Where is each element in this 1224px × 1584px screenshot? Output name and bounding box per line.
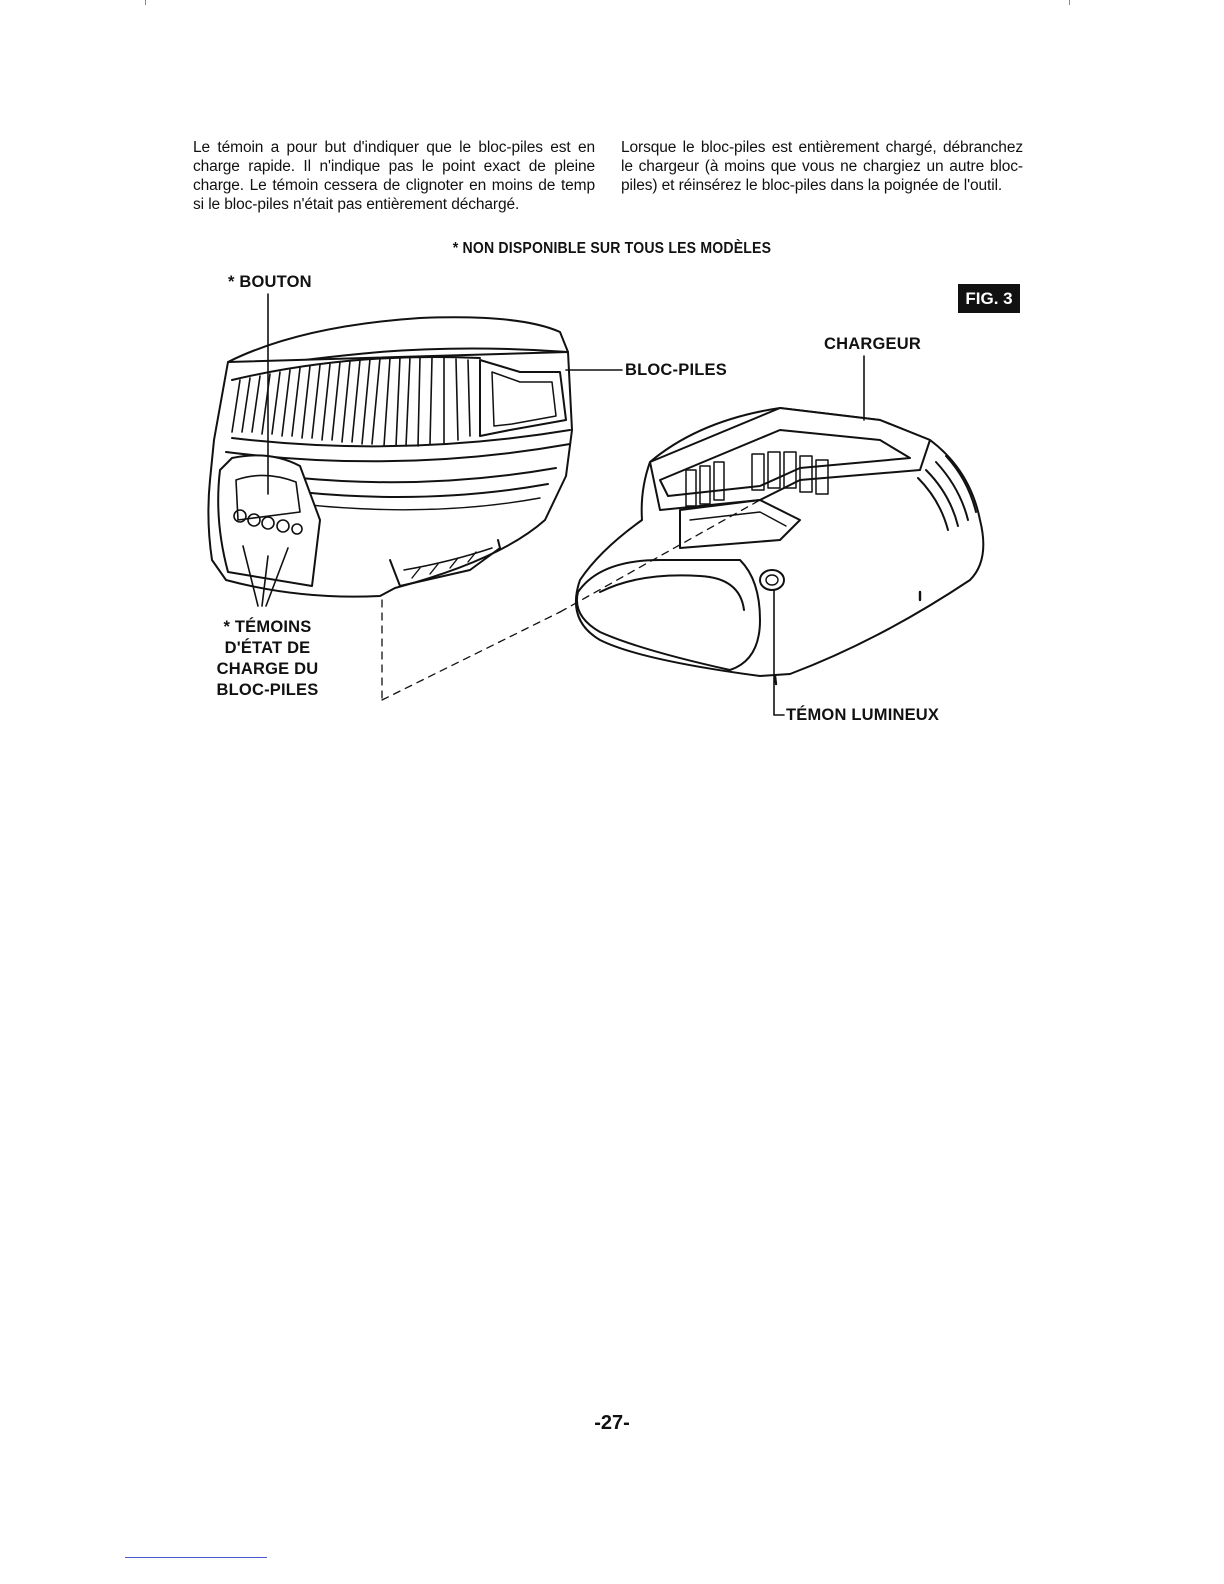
- battery-pack-drawing: [208, 317, 572, 596]
- label-bloc-piles: BLOC-PILES: [625, 361, 727, 379]
- label-temoins: * TÉMOINS D'ÉTAT DE CHARGE DU BLOC-PILES: [216, 618, 319, 699]
- availability-note: * NON DISPONIBLE SUR TOUS LES MODÈLES: [452, 240, 772, 257]
- footer-link-line: [125, 1557, 267, 1558]
- paragraph-left: Le témoin a pour but d'indiquer que le bloc-piles est en charge rapide. Il n'indique pas le point exact de pleine charge. Le témoin cessera de clignoter en moins de temp si le bloc-piles n'était pas entièrement déchargé.: [193, 138, 595, 213]
- charger-drawing: [576, 408, 983, 684]
- label-bouton: * BOUTON: [228, 273, 312, 291]
- paragraph-right: Lorsque le bloc-piles est entièrement chargé, débranchez le chargeur (à moins que vous ne chargiez un autre bloc-piles) et réinsérez le bloc-piles dans la poignée de l'outil.: [621, 138, 1023, 194]
- label-chargeur: CHARGEUR: [824, 335, 921, 353]
- label-temon-lumineux: TÉMON LUMINEUX: [786, 706, 940, 724]
- figure-illustration: [0, 0, 1224, 760]
- page-number: -27-: [594, 1412, 630, 1434]
- figure-badge: FIG. 3: [958, 284, 1020, 313]
